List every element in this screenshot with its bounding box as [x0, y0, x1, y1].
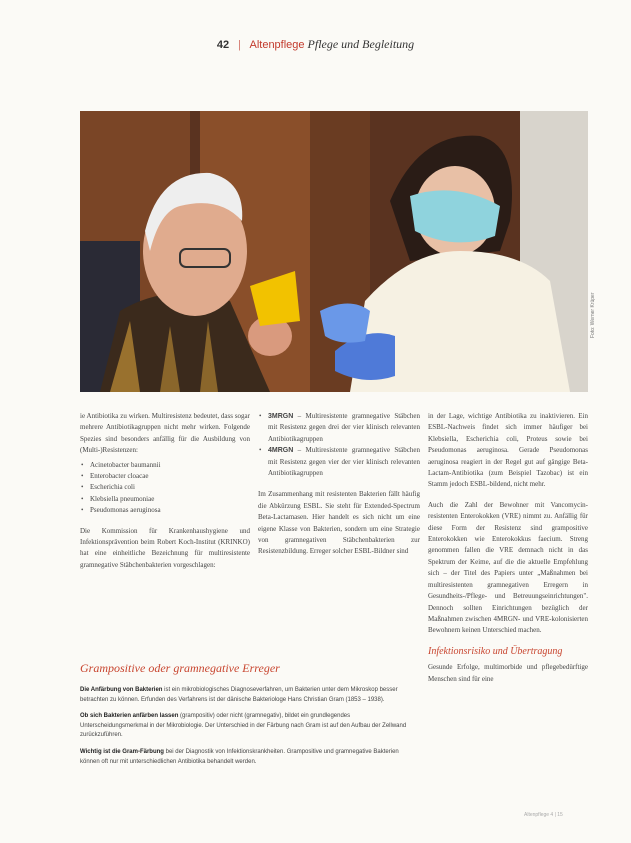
column-3	[428, 411, 588, 694]
section-name: Altenpflege	[249, 39, 305, 51]
box-lead: Ob sich Bakterien anfärben lassen	[80, 713, 179, 720]
page-number: 42	[216, 39, 230, 51]
page-header	[0, 37, 631, 52]
list-item: • Acinetobacter baumannii	[88, 460, 250, 471]
list-item	[266, 445, 420, 479]
col3-paragraph-1: in der Lage, wichtige Antibiotika zu inaktivieren. Ein ESBL-Nachweis findet sich immer häufiger bei Klebsiella, Escherichia coli, Proteus sowie bei Pseudomonas aeruginosa. Gerade Pseudomonas aeruginosa reagiert in der Regel gut auf gängige Beta-Lactam-Antibiotika (zum Beispiel Tazobac) ist ein Stamm jedoch ESBL-bildend, nicht mehr.	[428, 412, 588, 489]
species-list	[80, 460, 250, 517]
list-item: • Escherichia coli	[88, 482, 250, 493]
list-item: • Klebsiella pneumoniae	[88, 494, 250, 505]
list-item	[266, 411, 420, 445]
item-lead: 3MRGN	[268, 413, 294, 420]
box-text: bei der Diagnostik von Infektionskrankheiten. Grampositive und gramnegative Bakterien können oft nur mit unterschiedlichen Antibiotika behandelt werden.	[80, 748, 399, 765]
column-1	[80, 411, 250, 580]
item-text: – Multiresistente gramnegative Stäbchen mit Resistenz gegen drei der vier klinisch relevanten Antibiotikagruppen	[268, 412, 420, 443]
col3-paragraph-3: Gesunde Erfolge, multimorbide und pflegebedürftige Menschen sind für eine	[428, 663, 588, 683]
col1-paragraph-1: ie Antibiotika zu wirken. Multiresistenz bedeutet, dass sogar mehrere Antibiotikagruppen nicht mehr wirken. Folgende Spezies sind besonders anfällig für die Ausbildung von (Multi-)Resistenzen:	[80, 412, 250, 455]
box-text: ist ein mikrobiologisches Diagnoseverfahren, um Bakterien unter dem Mikroskop besser betrachten zu können. Erfunden des Verfahrens ist der dänische Bakteriologe Hans Christian Gram (1853 – 1938).	[80, 687, 398, 703]
section-subtitle: Pflege und Begleitung	[307, 37, 415, 51]
col1-paragraph-2: Die Kommission für Krankenhaushygiene und Infektionsprävention beim Robert Koch-Institut (KRINKO) hat eine einheitliche Bezeichnung für multiresistente gramnegative Stäbchenbakterien vorgeschlagen:	[80, 526, 250, 569]
list-item: • Enterobacter cloacae	[88, 471, 250, 482]
box-paragraph	[80, 712, 415, 741]
box-lead: Die Anfärbung von Bakterien	[80, 687, 163, 693]
box-paragraph	[80, 748, 415, 767]
col3-paragraph-2: Auch die Zahl der Bewohner mit Vancomycin-resistenten Enterokokken (VRE) nimmt zu. Anfällig für diese Form der Resistenz sind grampositive Enterokokken wie Enterokokkus faecium. Streng genommen fallen die VRE demnach nicht in das Spektrum der Keime, auf die die aktuelle Empfehlung sich – der Titel des Papiers unter „Maßnahmen bei multiresistenten gramnegativen Erregern in Gesundheits-/Pflege- und Betreuungseinrichtungen". Dennoch sollten Einrichtungen bezüglich der Maßnahmen zwischen 4MRGN- und VRE-kolonisierten Bewohnern keinen Unterschied machen.	[428, 500, 588, 635]
photo-illustration	[80, 111, 588, 392]
info-box	[80, 686, 415, 774]
photo-credit: Foto: Werner Krüper	[590, 292, 596, 338]
info-box-heading: Grampositive oder gramnegative Erreger	[80, 661, 280, 675]
list-item: • Pseudomonas aeruginosa	[88, 505, 250, 516]
mrgn-list	[258, 411, 420, 479]
col2-paragraph-1: Im Zusammenhang mit resistenten Bakterien fällt häufig die Abkürzung ESBL. Sie steht für Extended-Spectrum Beta-Lactamasen. Hier handelt es sich nicht um eine eigene Klasse von Bakterien, sondern um eine Strategie von gramnegativen Stäbchenbakterien zur Resistenzbildung. Erreger solcher ESBL-Bildner sind	[258, 490, 420, 556]
item-text: – Multiresistente gramnegative Stäbchen mit Resistenz gegen vier der vier klinisch relevanten Antibiotikagruppen	[268, 446, 420, 478]
column-2	[258, 411, 420, 567]
box-text: (grampositiv) oder nicht (gramnegativ), bildet ein grundlegendes Unterscheidungsmerkmal in der Mikrobiologie. Der Unterschied in der Färbung nach Gram ist auf den Aufbau der Zellwand zurückzuführen.	[80, 713, 407, 739]
item-lead: 4MRGN	[268, 447, 294, 455]
infection-heading: Infektionsrisiko und Übertragung	[428, 645, 563, 657]
box-paragraph	[80, 686, 415, 705]
page-footer: Altenpflege 4 | 15	[524, 812, 563, 818]
nursing-photo	[80, 111, 588, 392]
box-lead: Wichtig ist die Gram-Färbung	[80, 748, 164, 755]
header-separator: |	[238, 37, 241, 51]
